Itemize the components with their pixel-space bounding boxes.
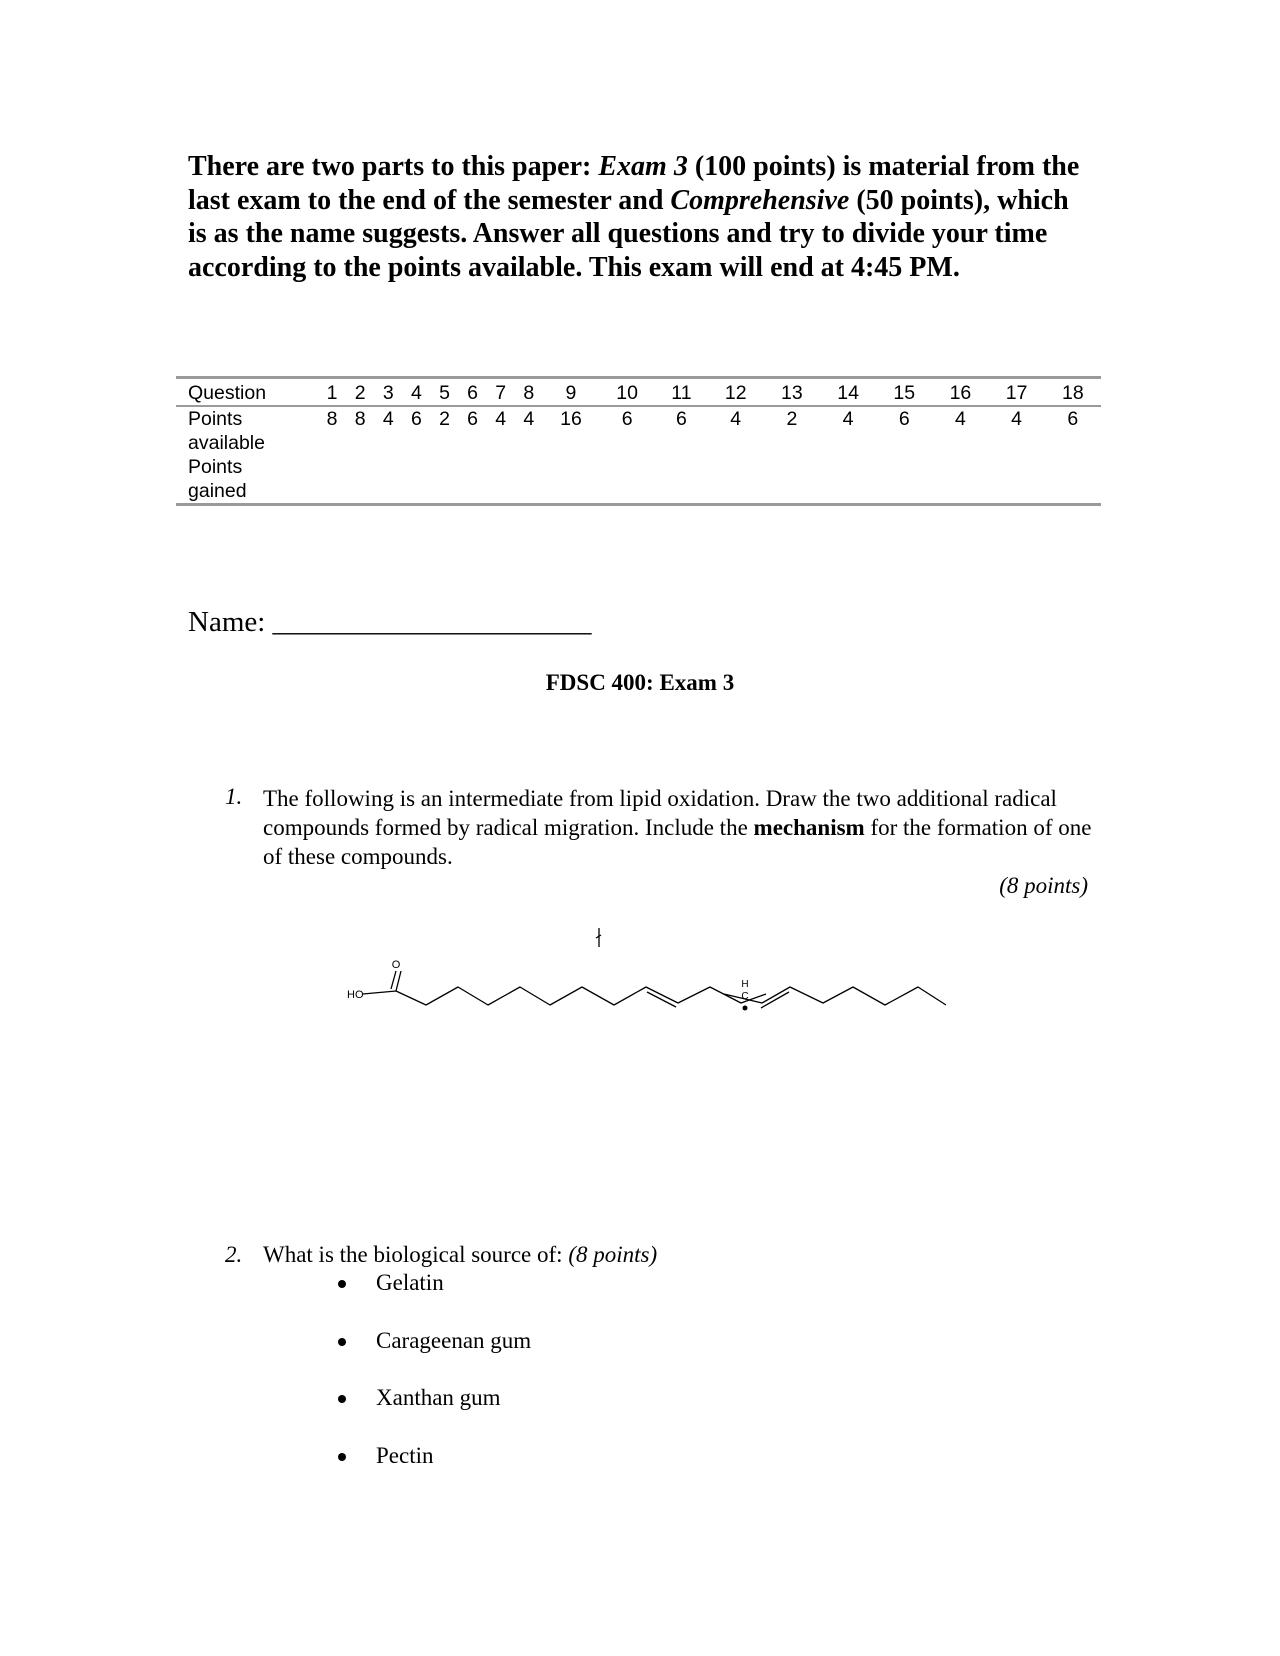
question-number-cell: 9 xyxy=(543,378,599,407)
points-gained-label xyxy=(176,455,318,505)
question-2-number: 2. xyxy=(225,1242,243,1267)
instructions-part3: (50 points), which is as the name suggests. Answer all questions and try to divide your time according to the points available. This exam will end at 4:45 PM. xyxy=(188,184,1069,283)
instructions-part1: There are two parts to this paper: xyxy=(188,151,599,182)
points-available-cell: 16 xyxy=(560,408,582,430)
points-available-cell: 6 xyxy=(410,408,422,430)
points-gained-cell[interactable] xyxy=(402,455,430,505)
q2-prompt: What is the biological source of: xyxy=(263,1242,569,1267)
points-gained-cell[interactable] xyxy=(487,455,515,505)
points-available-cell: 6 xyxy=(621,408,633,430)
points-gained-cell[interactable] xyxy=(459,455,487,505)
points-gained-label-1: Points xyxy=(188,456,243,478)
question-1-text xyxy=(263,784,1093,871)
points-available-cell: 4 xyxy=(1011,408,1023,430)
list-item: Gelatin xyxy=(336,1270,531,1328)
points-available-cell: 2 xyxy=(786,408,798,430)
question-number-cell: 4 xyxy=(402,378,430,407)
points-gained-cell[interactable] xyxy=(820,455,876,505)
question-number-cell: 2 xyxy=(346,378,374,407)
question-header: Question xyxy=(176,378,318,407)
points-gained-cell[interactable] xyxy=(708,455,764,505)
points-available-cell: 8 xyxy=(354,408,366,430)
exam-title: FDSC 400: Exam 3 xyxy=(545,670,735,695)
question-number-cell: 7 xyxy=(487,378,515,407)
points-available-label xyxy=(176,406,318,455)
points-gained-cell[interactable] xyxy=(599,455,655,505)
points-available-label-2: available xyxy=(188,432,265,454)
points-available-cell: 6 xyxy=(898,408,910,430)
points-available-cell: 8 xyxy=(326,408,338,430)
q1-text-after: for the formation of one of these compounds. xyxy=(263,815,1092,869)
question-1-points: (8 points) xyxy=(999,873,1088,898)
points-gained-cell[interactable] xyxy=(1045,455,1101,505)
carbonyl-bond xyxy=(391,971,401,991)
question-1-number: 1. xyxy=(225,784,243,809)
list-item: Carageenan gum xyxy=(336,1328,531,1386)
points-gained-label-2: gained xyxy=(188,480,247,502)
points-gained-cell[interactable] xyxy=(430,455,458,505)
question-number-cell: 16 xyxy=(932,378,988,407)
atom-o: O xyxy=(391,959,401,971)
points-available-cell: 4 xyxy=(382,408,394,430)
points-gained-cell[interactable] xyxy=(346,455,374,505)
question-number-cell: 10 xyxy=(599,378,655,407)
question-number-cell: 15 xyxy=(876,378,932,407)
points-available-cell: 4 xyxy=(730,408,742,430)
question-number-cell: 8 xyxy=(515,378,543,407)
points-available-cell: 4 xyxy=(842,408,854,430)
q1-text-before: The following is an intermediate from lipid oxidation. Draw the two additional radical compounds formed by radical migration. Include the xyxy=(263,786,1057,840)
atom-h: H xyxy=(741,979,749,990)
list-item: Pectin xyxy=(336,1443,531,1501)
marker-tick xyxy=(596,928,601,947)
question-number-cell: 13 xyxy=(764,378,820,407)
question-number-cell: 12 xyxy=(708,378,764,407)
points-available-cell: 6 xyxy=(1067,408,1079,430)
exam-instructions xyxy=(188,150,1088,284)
points-available-cell: 2 xyxy=(439,408,450,430)
question-2-text xyxy=(263,1242,657,1268)
comprehensive-label: Comprehensive xyxy=(670,184,850,216)
points-gained-cell[interactable] xyxy=(374,455,402,505)
points-gained-cell[interactable] xyxy=(932,455,988,505)
exam3-label: Exam 3 xyxy=(598,151,688,182)
points-available-cell: 6 xyxy=(467,408,479,430)
atom-c: C xyxy=(741,991,749,1002)
points-table xyxy=(176,376,1101,506)
radical-dot xyxy=(743,1006,748,1011)
question-number-cell: 14 xyxy=(820,378,876,407)
question-number-cell: 6 xyxy=(459,378,487,407)
question-number-cell: 1 xyxy=(318,378,346,407)
points-gained-cell[interactable] xyxy=(989,455,1045,505)
name-field[interactable]: Name: ______________________ xyxy=(188,606,592,638)
question-number-cell: 17 xyxy=(989,378,1045,407)
molecule-chain-right xyxy=(724,987,946,1005)
points-gained-cell[interactable] xyxy=(318,455,346,505)
points-gained-cell[interactable] xyxy=(764,455,820,505)
lipid-radical-structure xyxy=(330,915,950,1025)
points-available-cell: 4 xyxy=(954,408,966,430)
points-available-cell: 6 xyxy=(676,408,687,430)
question-number-cell: 5 xyxy=(430,378,458,407)
instructions-part2: (100 points) is material from the last exam to the end of the semester and xyxy=(188,151,1080,216)
question-number-cell: 18 xyxy=(1045,378,1101,407)
points-gained-cell[interactable] xyxy=(543,455,599,505)
source-list xyxy=(336,1270,531,1500)
question-number-cell: 3 xyxy=(374,378,402,407)
points-available-label-1: Points xyxy=(188,408,243,430)
points-available-cell: 4 xyxy=(495,408,507,430)
q1-bold-mechanism: mechanism xyxy=(753,815,865,840)
question-2-points: (8 points) xyxy=(568,1242,658,1267)
question-number-cell: 11 xyxy=(655,378,707,407)
molecule-chain-left xyxy=(363,987,766,1005)
points-gained-cell[interactable] xyxy=(515,455,543,505)
points-gained-cell[interactable] xyxy=(876,455,932,505)
points-gained-cell[interactable] xyxy=(655,455,707,505)
atom-ho: HO xyxy=(347,989,364,1001)
points-available-cell: 4 xyxy=(523,408,535,430)
list-item: Xanthan gum xyxy=(336,1385,531,1443)
